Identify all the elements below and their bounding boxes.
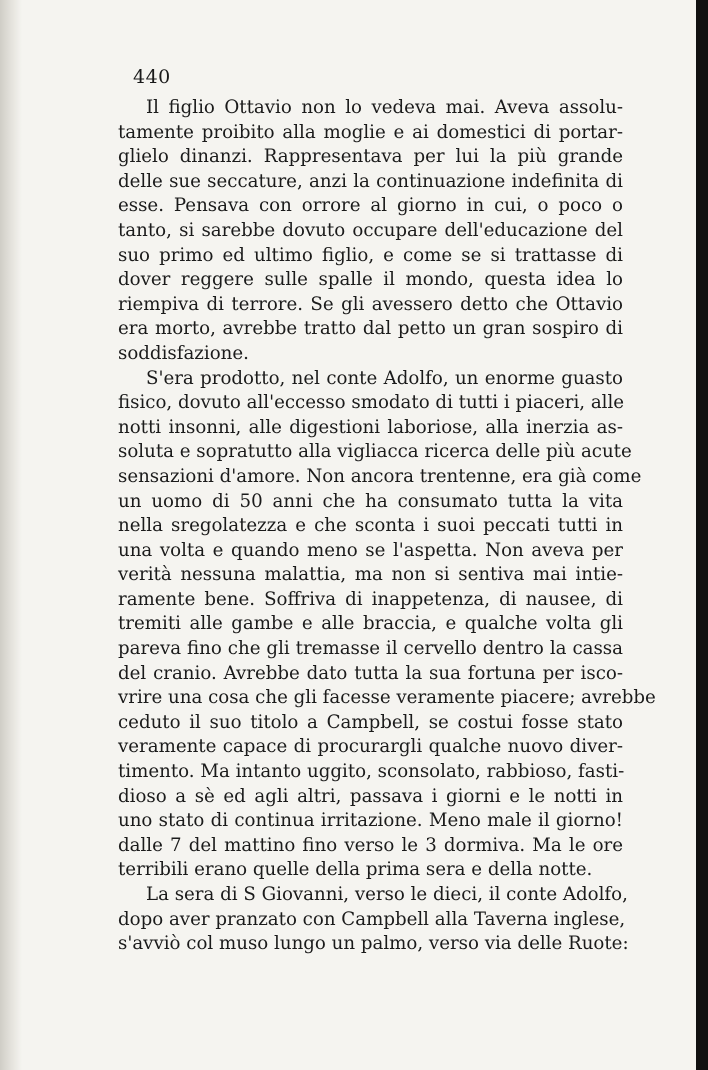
text-line: era morto, avrebbe tratto dal petto un gran sospiro di: [118, 318, 623, 340]
text-line: riempiva di terrore. Se gli avessero detto che Ottavio: [118, 293, 623, 315]
binding-shadow: [0, 0, 22, 1070]
text-line: sensazioni d'amore. Non ancora trentenne, era già come: [118, 465, 642, 487]
text-line: soluta e sopratutto alla vigliacca ricerca delle più acute: [118, 441, 632, 463]
text-line: timento. Ma intanto uggito, sconsolato, rabbioso, fasti-: [118, 761, 625, 783]
paragraph: [118, 883, 629, 957]
text-line: esse. Pensava con orrore al giorno in cui, o poco o: [118, 195, 623, 217]
paragraph: [118, 96, 623, 367]
text-line: un uomo di 50 anni che ha consumato tutta la vita: [118, 490, 623, 512]
text-line: fisico, dovuto all'eccesso smodato di tutti i piaceri, alle: [118, 392, 625, 414]
text-line: una volta e quando meno se l'aspetta. Non aveva per: [118, 539, 623, 561]
text-line: dover reggere sulle spalle il mondo, questa idea lo: [118, 269, 623, 291]
text-line: ramente bene. Soffriva di inappetenza, di nausee, di: [118, 588, 623, 610]
text-line: tanto, si sarebbe dovuto occupare dell'educazione del: [118, 219, 623, 241]
text-line: vrire una cosa che gli facesse veramente piacere; avrebbe: [118, 687, 656, 709]
text-line: Il figlio Ottavio non lo vedeva mai. Aveva assolu-: [146, 97, 623, 118]
paragraph: [118, 367, 656, 883]
page-number: 440: [133, 66, 171, 88]
text-line: verità nessuna malattia, ma non si sentiva mai intie-: [118, 564, 623, 586]
text-line: dopo aver pranzato con Campbell alla Taverna inglese,: [118, 908, 626, 930]
text-line: veramente capace di procurargli qualche nuovo diver-: [118, 736, 623, 758]
text-line: delle sue seccature, anzi la continuazione indefinita di: [118, 170, 623, 192]
text-line: glielo dinanzi. Rappresentava per lui la più grande: [118, 146, 623, 168]
text-line: nella sregolatezza e che sconta i suoi peccati tutti in: [118, 515, 623, 537]
text-line: dalle 7 del mattino fino verso le 3 dormiva. Ma le ore: [118, 834, 623, 856]
body-text: [118, 96, 656, 957]
text-line: tremiti alle gambe e alle braccia, e qualche volta gli: [118, 613, 623, 635]
text-line: del cranio. Avrebbe dato tutta la sua fortuna per isco-: [118, 662, 623, 684]
text-line: dioso a sè ed agli altri, passava i giorni e le notti in: [118, 785, 623, 807]
text-line: pareva fino che gli tremasse il cervello dentro la cassa: [118, 638, 623, 660]
text-line: notti insonni, alle digestioni laboriose, alla inerzia as-: [118, 416, 623, 438]
scan-edge: [696, 0, 708, 1070]
text-line: tamente proibito alla moglie e ai domestici di portar-: [118, 121, 623, 143]
text-line: s'avviò col muso lungo un palmo, verso via delle Ruote:: [118, 933, 629, 955]
text-line: uno stato di continua irritazione. Meno male il giorno!: [118, 810, 623, 832]
text-line: terribili erano quelle della prima sera e della notte.: [118, 859, 593, 881]
text-line: soddisfazione.: [118, 342, 249, 364]
text-line: La sera di S Giovanni, verso le dieci, il conte Adolfo,: [146, 884, 628, 905]
text-line: ceduto il suo titolo a Campbell, se costui fosse stato: [118, 711, 623, 733]
text-line: S'era prodotto, nel conte Adolfo, un enorme guasto: [146, 367, 623, 389]
text-line: suo primo ed ultimo figlio, e come se si trattasse di: [118, 244, 623, 266]
